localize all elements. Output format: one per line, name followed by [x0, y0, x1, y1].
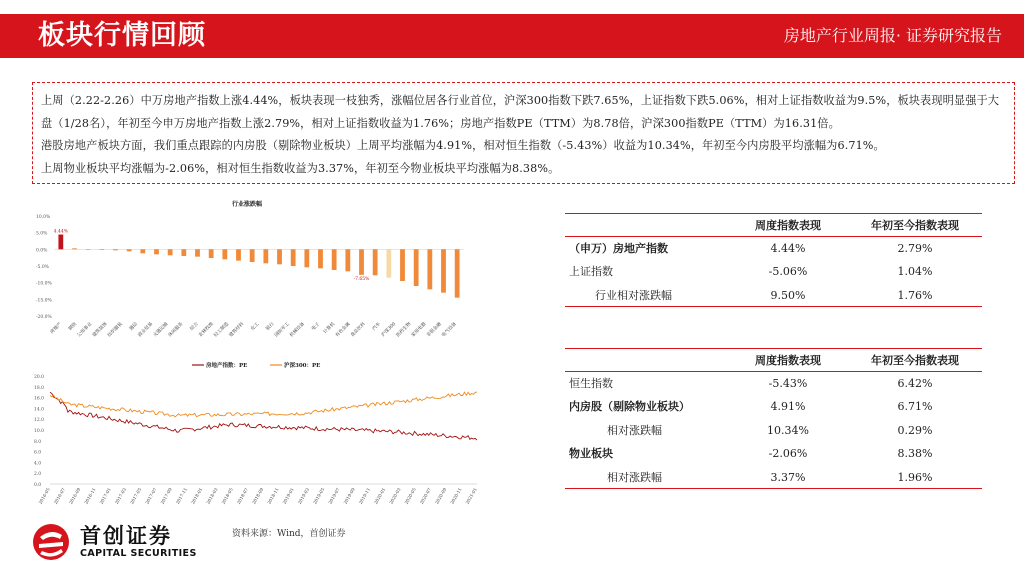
table-row — [565, 466, 982, 490]
x-tick-label: 汽车 — [371, 321, 382, 332]
y-tick-label: 14.0 — [34, 407, 45, 413]
bar-交通运输 — [127, 249, 132, 251]
bar-沪深300 — [386, 249, 391, 277]
row-week: 9.50% — [770, 288, 806, 302]
x-tick-label: 2019-05 — [312, 487, 327, 506]
company-logo — [30, 520, 230, 566]
row-week: -5.43% — [768, 376, 808, 390]
y-tick-label: -20.0% — [36, 315, 52, 320]
bar-公用事业 — [86, 249, 91, 250]
x-tick-label: 2018-05 — [221, 487, 235, 506]
x-tick-label: 2016-11 — [84, 487, 98, 506]
x-tick-label: 2016-09 — [68, 487, 83, 506]
table-row — [565, 442, 982, 466]
x-tick-label: 2019-09 — [343, 487, 357, 506]
bar-商业贸易 — [140, 249, 145, 253]
table-row — [565, 372, 982, 396]
summary-box — [32, 82, 1015, 184]
pe-line-chart — [32, 356, 492, 506]
report-subtitle: 房地产行业周报· 证券研究报告 — [783, 26, 1002, 45]
row-ytd: 8.38% — [897, 447, 933, 460]
x-tick-label: 2017-07 — [145, 487, 159, 506]
x-tick-label: 电气设备 — [441, 321, 458, 339]
x-tick-label: 2020-05 — [404, 487, 418, 506]
x-tick-label: 有色金属 — [334, 321, 352, 339]
row-week: 4.44% — [770, 241, 806, 255]
bar-家用电器 — [236, 249, 241, 260]
y-tick-label: 2.0 — [34, 472, 42, 478]
x-tick-label: 2017-05 — [129, 487, 144, 506]
bar-综合 — [168, 249, 173, 255]
x-tick-label: 轻工制造 — [213, 321, 231, 339]
x-tick-label: 休闲服务 — [167, 321, 185, 339]
x-tick-label: 2018-07 — [236, 487, 250, 506]
bar-休闲服务 — [154, 249, 159, 254]
bar-化工 — [250, 249, 255, 262]
x-tick-label: 2019-03 — [297, 487, 311, 506]
x-tick-label: 钢铁 — [68, 321, 79, 332]
page-title: 板块行情回顾 — [38, 20, 206, 51]
row-label: 上证指数 — [569, 265, 613, 278]
bar-通信 — [318, 249, 323, 268]
data-source-note: 资料来源：Wind，首创证券 — [232, 529, 346, 539]
y-tick-label: 4.0 — [34, 461, 42, 467]
row-label: 相对涨跌幅 — [607, 423, 662, 437]
row-label: 恒生指数 — [569, 376, 613, 390]
table-row — [565, 419, 982, 443]
y-tick-label: 5.0% — [36, 231, 48, 237]
row-ytd: 1.96% — [897, 470, 933, 484]
logo-english-name: CAPITAL SECURITIES — [80, 548, 197, 559]
x-tick-label: 2018-03 — [206, 487, 220, 506]
bar-轻工制造 — [195, 249, 200, 256]
x-tick-label: 2019-01 — [282, 487, 296, 506]
x-tick-label: 2017-11 — [175, 487, 189, 506]
header-ytd: 年初至今指数表现 — [871, 219, 959, 232]
bar-医药生物 — [332, 249, 337, 270]
bar-国防军工 — [277, 249, 282, 264]
y-tick-label: 6.0 — [34, 450, 42, 456]
x-tick-label: 农林牧渔 — [198, 321, 215, 339]
x-tick-label: 2017-03 — [114, 487, 128, 506]
header-week: 周度指数表现 — [755, 219, 821, 232]
x-tick-label: 2018-11 — [267, 487, 281, 506]
bar-采掘 — [222, 249, 227, 259]
bar-汽车 — [400, 249, 405, 281]
x-tick-label: 银行 — [265, 321, 276, 332]
bar-计算机 — [304, 249, 309, 267]
industry-change-bar-chart — [32, 198, 532, 348]
summary-paragraph-1: 上周（2.22-2.26）中万房地产指数上涨4.44%，板块表现一枝独秀，涨幅位居各行业首位，沪深300指数下跌7.65%，上证指数下跌5.06%，相对上证指数收益为9.5%，板块表现明显强于大盘（1/28名），年初至今申万房地产指数上涨2.79%，相对上证指数收益为1.76%；房地产指数PE（TTM）为8.78倍，沪深300指数PE（TTM）为16.31倍。 — [41, 94, 1000, 130]
bar-银行 — [455, 249, 460, 297]
y-tick-label: 12.0 — [34, 418, 45, 424]
bar-钢铁 — [72, 248, 77, 249]
bar-房地产 — [58, 235, 63, 250]
x-tick-label: 2016-07 — [53, 487, 67, 506]
row-label: 内房股（剔除物业板块） — [569, 400, 690, 413]
row-week: -2.06% — [768, 447, 808, 460]
row-ytd: 2.79% — [897, 241, 933, 255]
table-row — [565, 284, 982, 308]
logo-chinese-name: 首创证券 — [80, 524, 172, 548]
hk-performance-table — [565, 348, 982, 489]
row-ytd: 0.29% — [897, 423, 933, 437]
bar-传媒 — [291, 249, 296, 266]
bar-电气设备 — [359, 249, 364, 274]
row-ytd: 6.71% — [897, 400, 933, 413]
y-tick-label: -10.0% — [36, 281, 52, 287]
x-tick-label: 化工 — [250, 321, 261, 332]
row-ytd: 6.42% — [897, 376, 933, 390]
capital-securities-logo-icon — [30, 522, 74, 562]
x-tick-label: 商业贸易 — [137, 321, 155, 339]
x-tick-label: 2020-11 — [450, 487, 464, 506]
header-week: 周度指数表现 — [755, 354, 821, 367]
x-tick-label: 国防军工 — [274, 321, 291, 339]
x-tick-label: 2017-01 — [99, 487, 113, 506]
x-tick-label: 2019-07 — [328, 487, 342, 506]
table-row — [565, 395, 982, 419]
bar-非银金融 — [414, 249, 419, 286]
x-tick-label: 建筑装饰 — [92, 321, 109, 339]
x-tick-label: 家用电器 — [410, 321, 428, 339]
row-label: 相对涨跌幅 — [607, 470, 662, 484]
x-tick-label: 2019-11 — [358, 487, 372, 506]
x-tick-label: 交通运输 — [152, 321, 170, 339]
y-tick-label: 0.0% — [36, 248, 48, 254]
data-label: -7.65% — [353, 276, 370, 282]
x-tick-label: 机械设备 — [289, 321, 306, 339]
series-line — [50, 392, 477, 417]
x-tick-label: 2018-01 — [190, 487, 205, 506]
x-tick-label: 2020-03 — [389, 487, 403, 506]
bar-建筑材料 — [209, 249, 214, 258]
data-label: 4.44% — [53, 229, 68, 235]
x-tick-label: 2020-09 — [434, 487, 449, 506]
x-tick-label: 医药生物 — [395, 321, 413, 339]
x-tick-label: 房地产 — [49, 321, 64, 336]
y-tick-label: 0.0 — [34, 483, 42, 488]
x-tick-label: 沪深300 — [380, 321, 398, 339]
header-ytd: 年初至今指数表现 — [871, 354, 959, 367]
bar-机械设备 — [263, 249, 268, 263]
header-bar — [0, 14, 1024, 58]
bar-电子 — [427, 249, 432, 289]
x-tick-label: 2016-05 — [38, 487, 52, 506]
x-tick-label: 建筑材料 — [228, 321, 246, 339]
y-tick-label: 8.0 — [34, 439, 42, 445]
bar-农林牧渔 — [181, 249, 186, 256]
bar-食品饮料 — [373, 249, 378, 275]
legend-label: 房地产指数：PE — [206, 363, 248, 369]
bar-建筑装饰 — [99, 249, 104, 250]
x-tick-label: 综合 — [189, 321, 200, 332]
index-performance-table — [565, 213, 982, 307]
bar-有色金属 — [345, 249, 350, 271]
x-tick-label: 公用事业 — [76, 321, 94, 339]
x-tick-label: 2018-09 — [251, 487, 266, 506]
x-tick-label: 2020-07 — [419, 487, 433, 506]
table-header-row — [565, 213, 982, 237]
bar-纺织服装 — [113, 249, 118, 250]
x-tick-label: 电子 — [311, 321, 322, 332]
row-label: （申万）房地产指数 — [569, 241, 668, 255]
y-tick-label: -5.0% — [36, 265, 49, 270]
table-row — [565, 260, 982, 284]
y-tick-label: -15.0% — [36, 298, 52, 304]
x-tick-label: 纺织服装 — [107, 321, 124, 339]
x-tick-label: 2017-09 — [160, 487, 174, 506]
row-label: 物业板块 — [569, 447, 613, 460]
row-week: 3.37% — [770, 470, 806, 484]
row-week: 4.91% — [770, 400, 806, 413]
x-tick-label: 非银金融 — [426, 321, 443, 339]
legend-label: 沪深300：PE — [284, 363, 321, 369]
x-tick-label: 2021-01 — [465, 487, 479, 506]
bar-chart-title: 行业涨跌幅 — [231, 201, 263, 208]
y-tick-label: 20.0 — [34, 375, 45, 380]
x-tick-label: 通信 — [128, 321, 139, 332]
row-week: 10.34% — [767, 423, 809, 437]
y-tick-label: 10.0% — [36, 215, 51, 220]
y-tick-label: 18.0 — [34, 385, 45, 391]
bar-休闲服务2 — [441, 249, 446, 292]
row-ytd: 1.76% — [897, 288, 933, 302]
summary-paragraph-3: 上周物业板块平均涨幅为-2.06%，相对恒生指数收益为3.37%，年初至今物业板块平均涨幅为8.38%。 — [41, 161, 560, 175]
row-week: -5.06% — [768, 265, 808, 278]
row-label: 行业相对涨跌幅 — [595, 288, 672, 302]
y-tick-label: 16.0 — [34, 396, 45, 402]
table-header-row — [565, 348, 982, 372]
y-tick-label: 10.0 — [34, 429, 45, 434]
table-row — [565, 237, 982, 261]
row-ytd: 1.04% — [897, 265, 933, 278]
x-tick-label: 2020-01 — [373, 487, 388, 506]
x-tick-label: 计算机 — [323, 321, 337, 336]
summary-paragraph-2: 港股房地产板块方面，我们重点跟踪的内房股（剔除物业板块）上周平均涨幅为4.91%，相对恒生指数（-5.43%）收益为10.34%，年初至今内房股平均涨幅为6.71%。 — [41, 139, 885, 152]
x-tick-label: 食品饮料 — [350, 321, 367, 339]
